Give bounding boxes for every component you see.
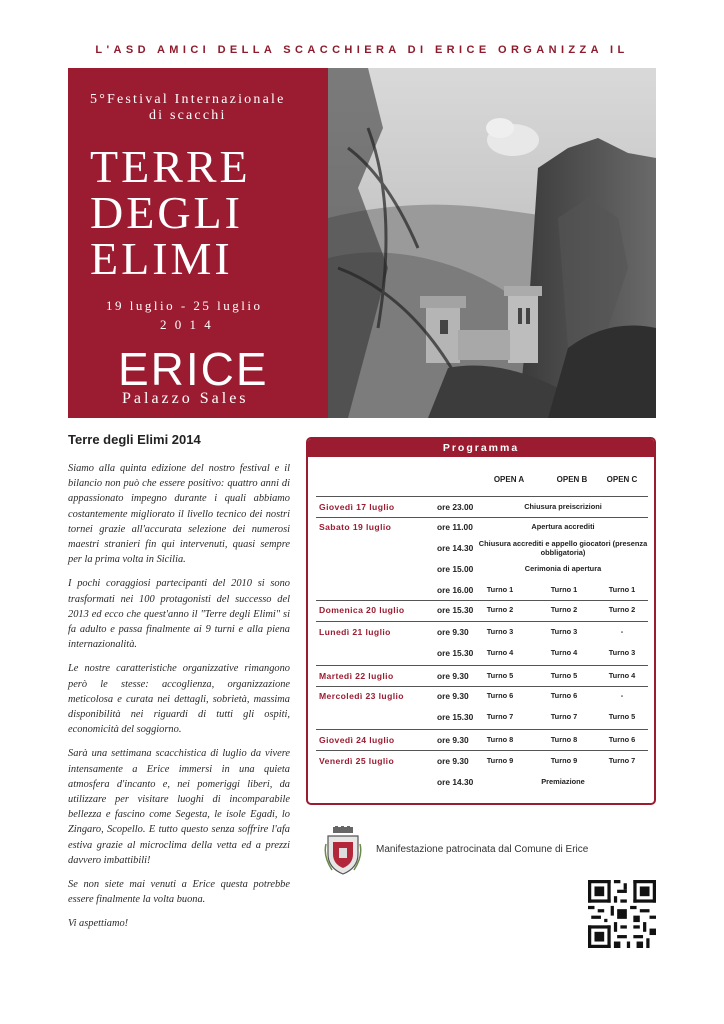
erice-castle-photo bbox=[328, 68, 656, 418]
schedule-turno: Turno 8 bbox=[550, 735, 578, 744]
schedule-day: Lunedì 21 luglio bbox=[319, 627, 391, 637]
schedule-day: Venerdì 25 luglio bbox=[319, 756, 395, 766]
dates-year: 2 0 1 4 bbox=[160, 317, 214, 332]
schedule-turno: Turno 6 bbox=[486, 691, 514, 700]
schedule-time: ore 15.30 bbox=[437, 605, 474, 615]
schedule-event: Cerimonia di apertura bbox=[524, 564, 602, 573]
schedule-day: Mercoledì 23 luglio bbox=[319, 691, 404, 701]
event-dates bbox=[106, 296, 263, 334]
article-paragraph-6: Vi aspettiamo! bbox=[68, 918, 129, 930]
patronage-note: Manifestazione patrocinata dal Comune di Erice bbox=[376, 844, 589, 855]
schedule-turno: Turno 6 bbox=[608, 735, 636, 744]
schedule-turno: Turno 6 bbox=[550, 691, 578, 700]
day-separator bbox=[316, 600, 648, 601]
schedule-time: ore 15.30 bbox=[437, 712, 474, 722]
schedule-turno: Turno 4 bbox=[486, 648, 514, 657]
schedule-time: ore 15.00 bbox=[437, 564, 474, 574]
schedule-turno: Turno 1 bbox=[486, 585, 514, 594]
programma-box bbox=[306, 437, 656, 805]
schedule-turno: Turno 4 bbox=[550, 648, 578, 657]
schedule-day: Martedì 22 luglio bbox=[319, 671, 394, 681]
day-separator bbox=[316, 686, 648, 687]
schedule-turno: Turno 7 bbox=[608, 756, 636, 765]
title-panel bbox=[68, 68, 328, 418]
day-separator bbox=[316, 496, 648, 497]
schedule-time: ore 14.30 bbox=[437, 777, 474, 787]
schedule-turno: Turno 7 bbox=[550, 712, 578, 721]
article-paragraph-4: Sarà una settimana scacchistica di luglio da vivere intensamente a Erice immersi in una quieta atmosfera d'incanto e, nei pomeriggi liberi, da utilizzare per visitare luoghi di incomparabile bellezza e fascino come Segesta, le isole Egadi, lo Zingaro, Scopello. E tutto questo senza soffrire l'afa estiva grazie al microclima della vetta ed a prezzi davvero imbattibili! bbox=[68, 748, 290, 866]
schedule-time: ore 9.30 bbox=[437, 627, 469, 637]
article-paragraph-3: Le nostre caratteristiche organizzative rimangono però le stesse: accoglienza, organizzazione meticolosa e curata nei dettagli, sobrietà, massima disponibilità nei riguardi di tutti gli ospiti, economicità del soggiorno. bbox=[68, 663, 290, 736]
article-paragraph-1: Siamo alla quinta edizione del nostro festival e il bilancio non può che essere positivo: quattro anni di appassionato impegno durante i quali abbiamo costantemente migliorato il livello tecnico dei nostri tornei grazie all'accurata selezione dei numerosi maestri stranieri fin qui intervenuti, quasi sempre per la prima volta in Sicilia. bbox=[68, 463, 290, 566]
article-paragraph-2: I pochi coraggiosi partecipanti del 2010 si sono trasformati nei 100 protagonisti del successo del 2013 ed ecco che quest'anno il "Terre degli Elimi" si fa adulto e passa finalmente ai 9 turni e alla piena internazionalità. bbox=[68, 578, 290, 651]
article-title: Terre degli Elimi 2014 bbox=[68, 432, 201, 447]
schedule-event: Premiazione bbox=[541, 777, 585, 786]
schedule-day: Giovedì 17 luglio bbox=[319, 502, 395, 512]
city-name: ERICE bbox=[118, 343, 269, 395]
hero-banner bbox=[68, 68, 656, 418]
schedule-time: ore 9.30 bbox=[437, 735, 469, 745]
schedule-time: ore 11.00 bbox=[437, 522, 473, 532]
day-separator bbox=[316, 665, 648, 666]
schedule-time: ore 9.30 bbox=[437, 691, 469, 701]
schedule-turno: Turno 2 bbox=[486, 605, 514, 614]
schedule-turno: Turno 3 bbox=[486, 627, 514, 636]
schedule-turno: Turno 9 bbox=[550, 756, 578, 765]
schedule-turno: Turno 1 bbox=[550, 585, 578, 594]
schedule-day: Giovedì 24 luglio bbox=[319, 735, 395, 745]
castle-landscape-image bbox=[328, 68, 656, 418]
schedule-time: ore 9.30 bbox=[437, 671, 469, 681]
schedule-turno: Turno 2 bbox=[550, 605, 578, 614]
day-separator bbox=[316, 621, 648, 622]
organizer-header: L'ASD AMICI DELLA SCACCHIERA DI ERICE ORGANIZZA IL bbox=[95, 44, 629, 56]
schedule-time: ore 14.30 bbox=[437, 543, 474, 553]
day-separator bbox=[316, 729, 648, 730]
schedule-time: ore 16.00 bbox=[437, 585, 474, 595]
column-open-a: OPEN A bbox=[493, 475, 525, 484]
article-column bbox=[68, 432, 290, 941]
schedule-turno: Turno 2 bbox=[608, 605, 636, 614]
schedule-turno: - bbox=[620, 627, 624, 636]
programma-title: Programma bbox=[308, 439, 654, 457]
title-elimi: ELIMI bbox=[90, 233, 233, 284]
schedule-event: Apertura accrediti bbox=[531, 522, 595, 531]
festival-line-2: di scacchi bbox=[148, 108, 227, 123]
schedule-turno: Turno 1 bbox=[608, 585, 636, 594]
column-open-b: OPEN B bbox=[556, 475, 588, 484]
schedule-turno: Turno 3 bbox=[550, 627, 578, 636]
schedule-turno: Turno 5 bbox=[608, 712, 636, 721]
schedule-day: Domenica 20 luglio bbox=[319, 605, 405, 615]
title-terre: TERRE bbox=[90, 141, 251, 192]
schedule-event: Chiusura preiscrizioni bbox=[524, 502, 602, 511]
qr-code-icon bbox=[588, 880, 656, 948]
dates-range: 19 luglio - 25 luglio bbox=[106, 298, 263, 313]
schedule-turno: Turno 8 bbox=[486, 735, 514, 744]
article-paragraph-5: Se non siete mai venuti a Erice questa potrebbe essere finalmente la volta buona. bbox=[68, 879, 290, 906]
schedule-turno: Turno 5 bbox=[486, 671, 514, 680]
schedule-day: Sabato 19 luglio bbox=[319, 522, 392, 532]
schedule-turno: Turno 9 bbox=[486, 756, 514, 765]
schedule-time: ore 9.30 bbox=[437, 756, 469, 766]
comune-erice-crest-icon bbox=[324, 826, 362, 876]
schedule-turno: Turno 5 bbox=[550, 671, 578, 680]
schedule-turno: Turno 3 bbox=[608, 648, 636, 657]
festival-line-1: 5°Festival Internazionale bbox=[90, 92, 286, 107]
schedule-turno: Turno 7 bbox=[486, 712, 514, 721]
day-separator bbox=[316, 517, 648, 518]
schedule-event: Chiusura accrediti e appello giocatori (presenza obbligatoria) bbox=[478, 539, 648, 557]
schedule-turno: - bbox=[620, 691, 624, 700]
day-separator bbox=[316, 750, 648, 751]
column-open-c: OPEN C bbox=[606, 475, 638, 484]
venue-name: Palazzo Sales bbox=[122, 390, 249, 407]
schedule-turno: Turno 4 bbox=[608, 671, 636, 680]
schedule-time: ore 23.00 bbox=[437, 502, 474, 512]
schedule-time: ore 15.30 bbox=[437, 648, 474, 658]
title-degli: DEGLI bbox=[90, 187, 243, 238]
festival-subtitle bbox=[90, 92, 286, 124]
